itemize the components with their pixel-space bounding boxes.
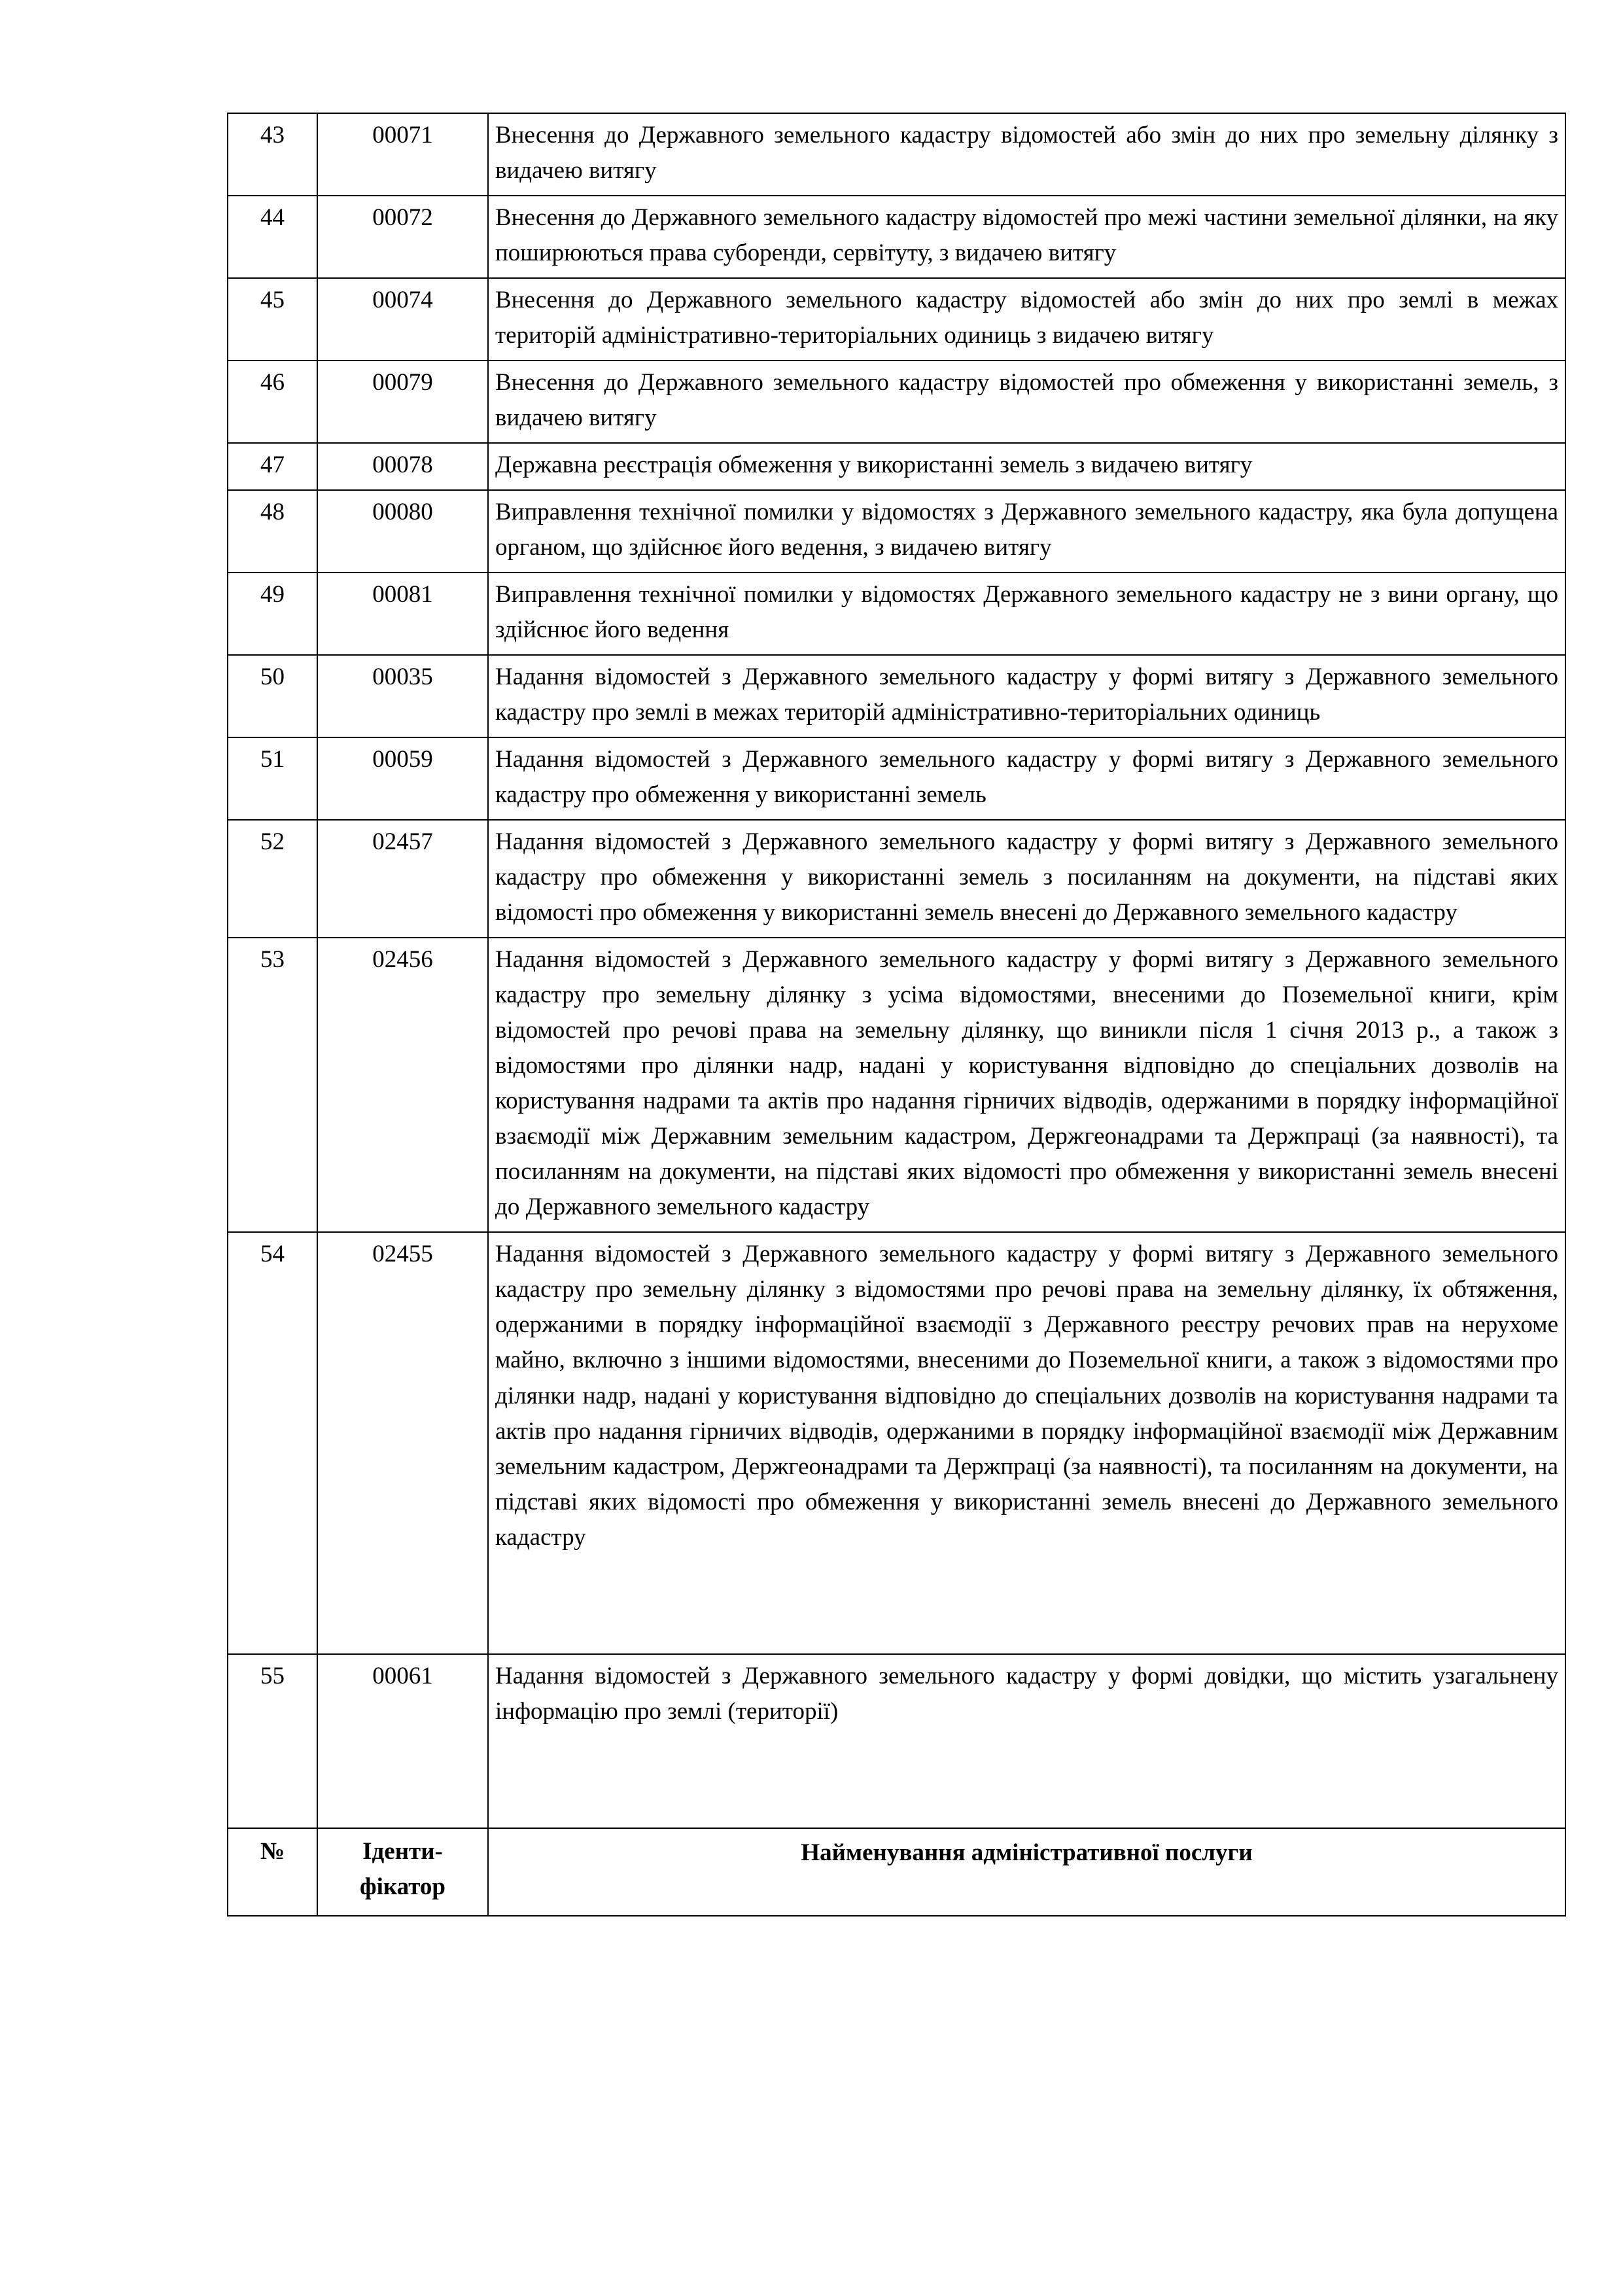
row-number: 46 bbox=[228, 361, 317, 443]
row-service-name: Надання відомостей з Державного земельного кадастру у формі витягу з Державного земельного кадастру про землі в межах територій адміністративно-територіальних одиниць bbox=[488, 655, 1565, 737]
table-row bbox=[228, 938, 1565, 1232]
row-service-name: Внесення до Державного земельного кадастру відомостей про межі частини земельної ділянки, на яку поширюються права суборенди, сервітуту, з видачею витягу bbox=[488, 196, 1565, 278]
table-footer-header-row bbox=[228, 1828, 1565, 1916]
column-header-identifier bbox=[317, 1828, 488, 1916]
table-row bbox=[228, 278, 1565, 361]
table-row bbox=[228, 655, 1565, 737]
row-service-name: Виправлення технічної помилки у відомостях Державного земельного кадастру не з вини органу, що здійснює його ведення bbox=[488, 573, 1565, 655]
row-identifier: 00074 bbox=[317, 278, 488, 361]
row-service-name: Державна реєстрація обмеження у використанні земель з видачею витягу bbox=[488, 443, 1565, 490]
column-header-number: № bbox=[228, 1828, 317, 1916]
row-number: 51 bbox=[228, 737, 317, 820]
row-number: 50 bbox=[228, 655, 317, 737]
row-number: 53 bbox=[228, 938, 317, 1232]
row-number: 49 bbox=[228, 573, 317, 655]
row-identifier: 02456 bbox=[317, 938, 488, 1232]
table-row bbox=[228, 113, 1565, 196]
row-number: 45 bbox=[228, 278, 317, 361]
row-identifier: 00061 bbox=[317, 1654, 488, 1828]
table-row bbox=[228, 490, 1565, 573]
row-identifier: 00072 bbox=[317, 196, 488, 278]
row-service-name: Надання відомостей з Державного земельного кадастру у формі витягу з Державного земельного кадастру про земельну ділянку з відомостями про речові права на земельну ділянку, їх обтяження, одержаними в порядку інформаційної взаємодії з Державного реєстру речових прав на нерухоме майно, включно з іншими відомостями, внесеними до Поземельної книги, а також з відомостями про ділянки надр, надані у користування відповідно до спеціальних дозволів на користування надрами та актів про надання гірничих відводів, одержаними в порядку інформаційної взаємодії між Державним земельним кадастром, Держгеонадрами та Держпраці (за наявності), та посиланням на документи, на підставі яких відомості про обмеження у використанні земель внесені до Державного земельного кадастру bbox=[488, 1232, 1565, 1653]
row-identifier: 02455 bbox=[317, 1232, 488, 1653]
row-number: 54 bbox=[228, 1232, 317, 1653]
row-number: 52 bbox=[228, 820, 317, 938]
row-service-name: Надання відомостей з Державного земельного кадастру у формі довідки, що містить узагальнену інформацію про землі (території) bbox=[488, 1654, 1565, 1828]
row-service-name: Надання відомостей з Державного земельного кадастру у формі витягу з Державного земельного кадастру про обмеження у використанні земель bbox=[488, 737, 1565, 820]
table-row bbox=[228, 1232, 1565, 1653]
row-identifier: 02457 bbox=[317, 820, 488, 938]
column-header-identifier-line1: Іденти- bbox=[362, 1837, 443, 1865]
row-number: 44 bbox=[228, 196, 317, 278]
row-identifier: 00071 bbox=[317, 113, 488, 196]
column-header-service-name: Найменування адміністративної послуги bbox=[488, 1828, 1565, 1916]
row-service-name: Надання відомостей з Державного земельного кадастру у формі витягу з Державного земельного кадастру про земельну ділянку з усіма відомостями, внесеними до Поземельної книги, крім відомостей про речові права на земельну ділянку, що виникли після 1 січня 2013 р., а також з відомостями про ділянки надр, надані у користування відповідно до спеціальних дозволів на користування надрами та актів про надання гірничих відводів, одержаними в порядку інформаційної взаємодії між Державним земельним кадастром, Держгеонадрами та Держпраці (за наявності), та посиланням на документи, на підставі яких відомості про обмеження у використанні земель внесені до Державного земельного кадастру bbox=[488, 938, 1565, 1232]
row-service-name: Виправлення технічної помилки у відомостях з Державного земельного кадастру, яка була допущена органом, що здійснює його ведення, з видачею витягу bbox=[488, 490, 1565, 573]
table-row bbox=[228, 361, 1565, 443]
administrative-services-table bbox=[227, 113, 1566, 1916]
row-service-name: Внесення до Державного земельного кадастру відомостей або змін до них про земельну ділянку з видачею витягу bbox=[488, 113, 1565, 196]
table-row bbox=[228, 737, 1565, 820]
table-row bbox=[228, 443, 1565, 490]
table-row bbox=[228, 196, 1565, 278]
row-identifier: 00035 bbox=[317, 655, 488, 737]
row-service-name: Внесення до Державного земельного кадастру відомостей або змін до них про землі в межах територій адміністративно-територіальних одиниць з видачею витягу bbox=[488, 278, 1565, 361]
row-identifier: 00080 bbox=[317, 490, 488, 573]
row-number: 43 bbox=[228, 113, 317, 196]
table-body bbox=[228, 113, 1565, 1916]
row-identifier: 00081 bbox=[317, 573, 488, 655]
row-number: 48 bbox=[228, 490, 317, 573]
row-identifier: 00079 bbox=[317, 361, 488, 443]
row-number: 55 bbox=[228, 1654, 317, 1828]
row-service-name: Надання відомостей з Державного земельного кадастру у формі витягу з Державного земельного кадастру про обмеження у використанні земель з посиланням на документи, на підставі яких відомості про обмеження у використанні земель внесені до Державного земельного кадастру bbox=[488, 820, 1565, 938]
row-service-name: Внесення до Державного земельного кадастру відомостей про обмеження у використанні земель, з видачею витягу bbox=[488, 361, 1565, 443]
table-row bbox=[228, 820, 1565, 938]
services-table-container bbox=[227, 113, 1565, 1916]
table-row bbox=[228, 573, 1565, 655]
row-identifier: 00059 bbox=[317, 737, 488, 820]
row-number: 47 bbox=[228, 443, 317, 490]
column-header-identifier-line2: фікатор bbox=[360, 1873, 445, 1900]
table-row bbox=[228, 1654, 1565, 1828]
row-identifier: 00078 bbox=[317, 443, 488, 490]
